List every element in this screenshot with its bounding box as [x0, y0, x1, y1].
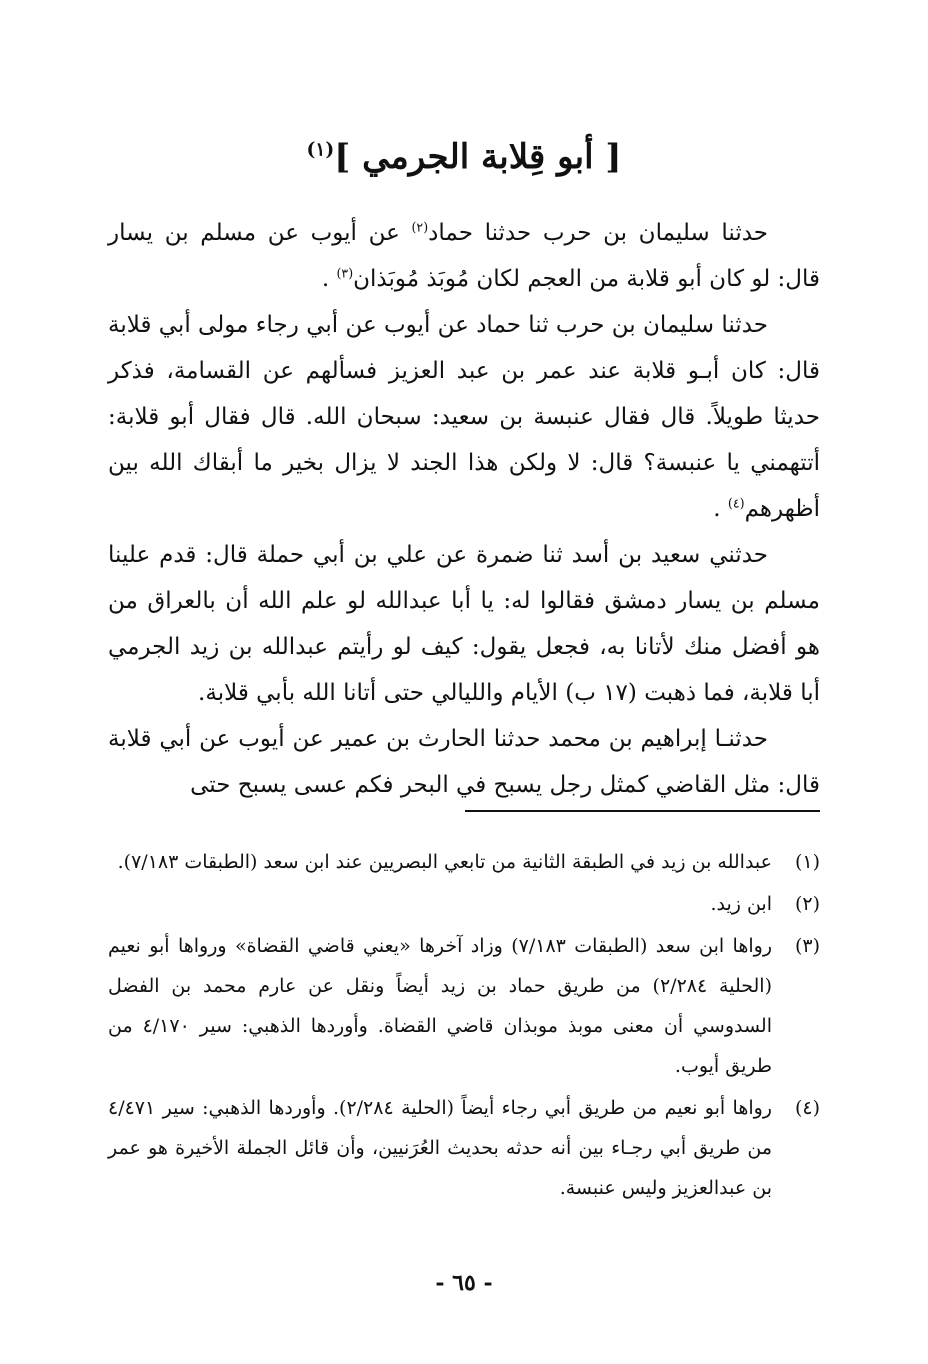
paragraph	[108, 716, 820, 808]
footnote-text: رواها ابن سعد (الطبقات ٧/١٨٣) وزاد آخرها «يعني قاضي القضاة» ورواها أبو نعيم (الحلية ٢/٢٨٤) من طريق حماد بن زيد أيضاً ونقل عن عارم محمد بن الفضل السدوسي أن معنى موبذ موبذان قاضي القضاة. وأوردها الذهبي: سير ٤/١٧٠ من طريق أيوب.	[108, 935, 773, 1077]
footnote-number: (٢)	[794, 893, 820, 915]
footnote-ref: (١)	[306, 138, 335, 161]
paragraph	[108, 210, 820, 302]
paragraph-text: حدثني سعيد بن أسد ثنا ضمرة عن علي بن أبي حملة قال: قدم علينا مسلم بن يسار دمشق فقالوا له: يا أبا عبدالله لو علم الله أن بالعراق من هو أفضل منك لأتانا به، فجعل يقول: كيف لو رأيتم عبدالله بن زيد الجرمي أبا قلابة، فما ذهبت (١٧ ب) الأيام والليالي حتى أتانا الله بأبي قلابة.	[108, 542, 820, 706]
paragraph-text: حدثنا سليمان بن حرب ثنا حماد عن أيوب عن أبي رجاء مولى أبي قلابة قال: كان أبـو قلابة عند عمر بن عبد العزيز فسألهم عن القسامة، فذكر حديثا طويلاً. قال فقال عنبسة بن سعيد: سبحان الله. قال فقال أبو قلابة: أتتهمني يا عنبسة؟ قال: لا ولكن هذا الجند لا يزال بخير ما أبقاك الله بين أظهرهم	[108, 312, 820, 522]
footnote-ref: (٢)	[411, 219, 429, 235]
footnote-number: (٤)	[794, 1097, 820, 1119]
section-title: [ أبو قِلابة الجرمي ]	[334, 137, 622, 177]
paragraph-text: .	[713, 496, 728, 522]
footnote-ref: (٣)	[336, 265, 354, 281]
paragraph	[108, 302, 820, 532]
footnote	[108, 884, 820, 924]
footnote-text: رواها أبو نعيم من طريق أبي رجاء أيضاً (الحلية ٢/٢٨٤). وأوردها الذهبي: سير ٤/٤٧١ من طريق أبي رجـاء بين أنه حدثه بحديث العُرَنيين، وأن قائل الجملة الأخيرة هو عمر بن عبدالعزيز وليس عنبسة.	[108, 1097, 772, 1199]
page-number: - ٦٥ -	[435, 1270, 493, 1296]
footnote-text: ابن زيد.	[710, 893, 772, 915]
main-text	[108, 210, 820, 808]
footnotes	[108, 842, 820, 1210]
footnote-number: (٣)	[794, 935, 820, 957]
footnote	[108, 926, 820, 1086]
paragraph	[108, 532, 820, 716]
footnote-number: (١)	[794, 851, 820, 873]
paragraph-text: حدثنـا إبراهيم بن محمد حدثنا الحارث بن عمير عن أيوب عن أبي قلابة قال: مثل القاضي كمثل رجل يسبح في البحر فكم عسى يسبح حتى	[108, 726, 820, 798]
paragraph-text: عن أيوب عن مسلم بن يسار قال: لو كان أبو قلابة من العجم لكان مُوبَذ مُوبَذان	[108, 220, 820, 292]
section-heading	[0, 132, 928, 182]
footnote-separator	[465, 810, 820, 812]
paragraph-text: حدثنا سليمان بن حرب حدثنا حماد	[428, 220, 769, 246]
footnote-text: عبدالله بن زيد في الطبقة الثانية من تابعي البصريين عند ابن سعد (الطبقات ٧/١٨٣).	[117, 851, 772, 873]
footnote	[108, 1088, 820, 1208]
paragraph-text: .	[321, 266, 337, 292]
footnote-ref: (٤)	[727, 495, 745, 511]
footnote	[108, 842, 820, 882]
